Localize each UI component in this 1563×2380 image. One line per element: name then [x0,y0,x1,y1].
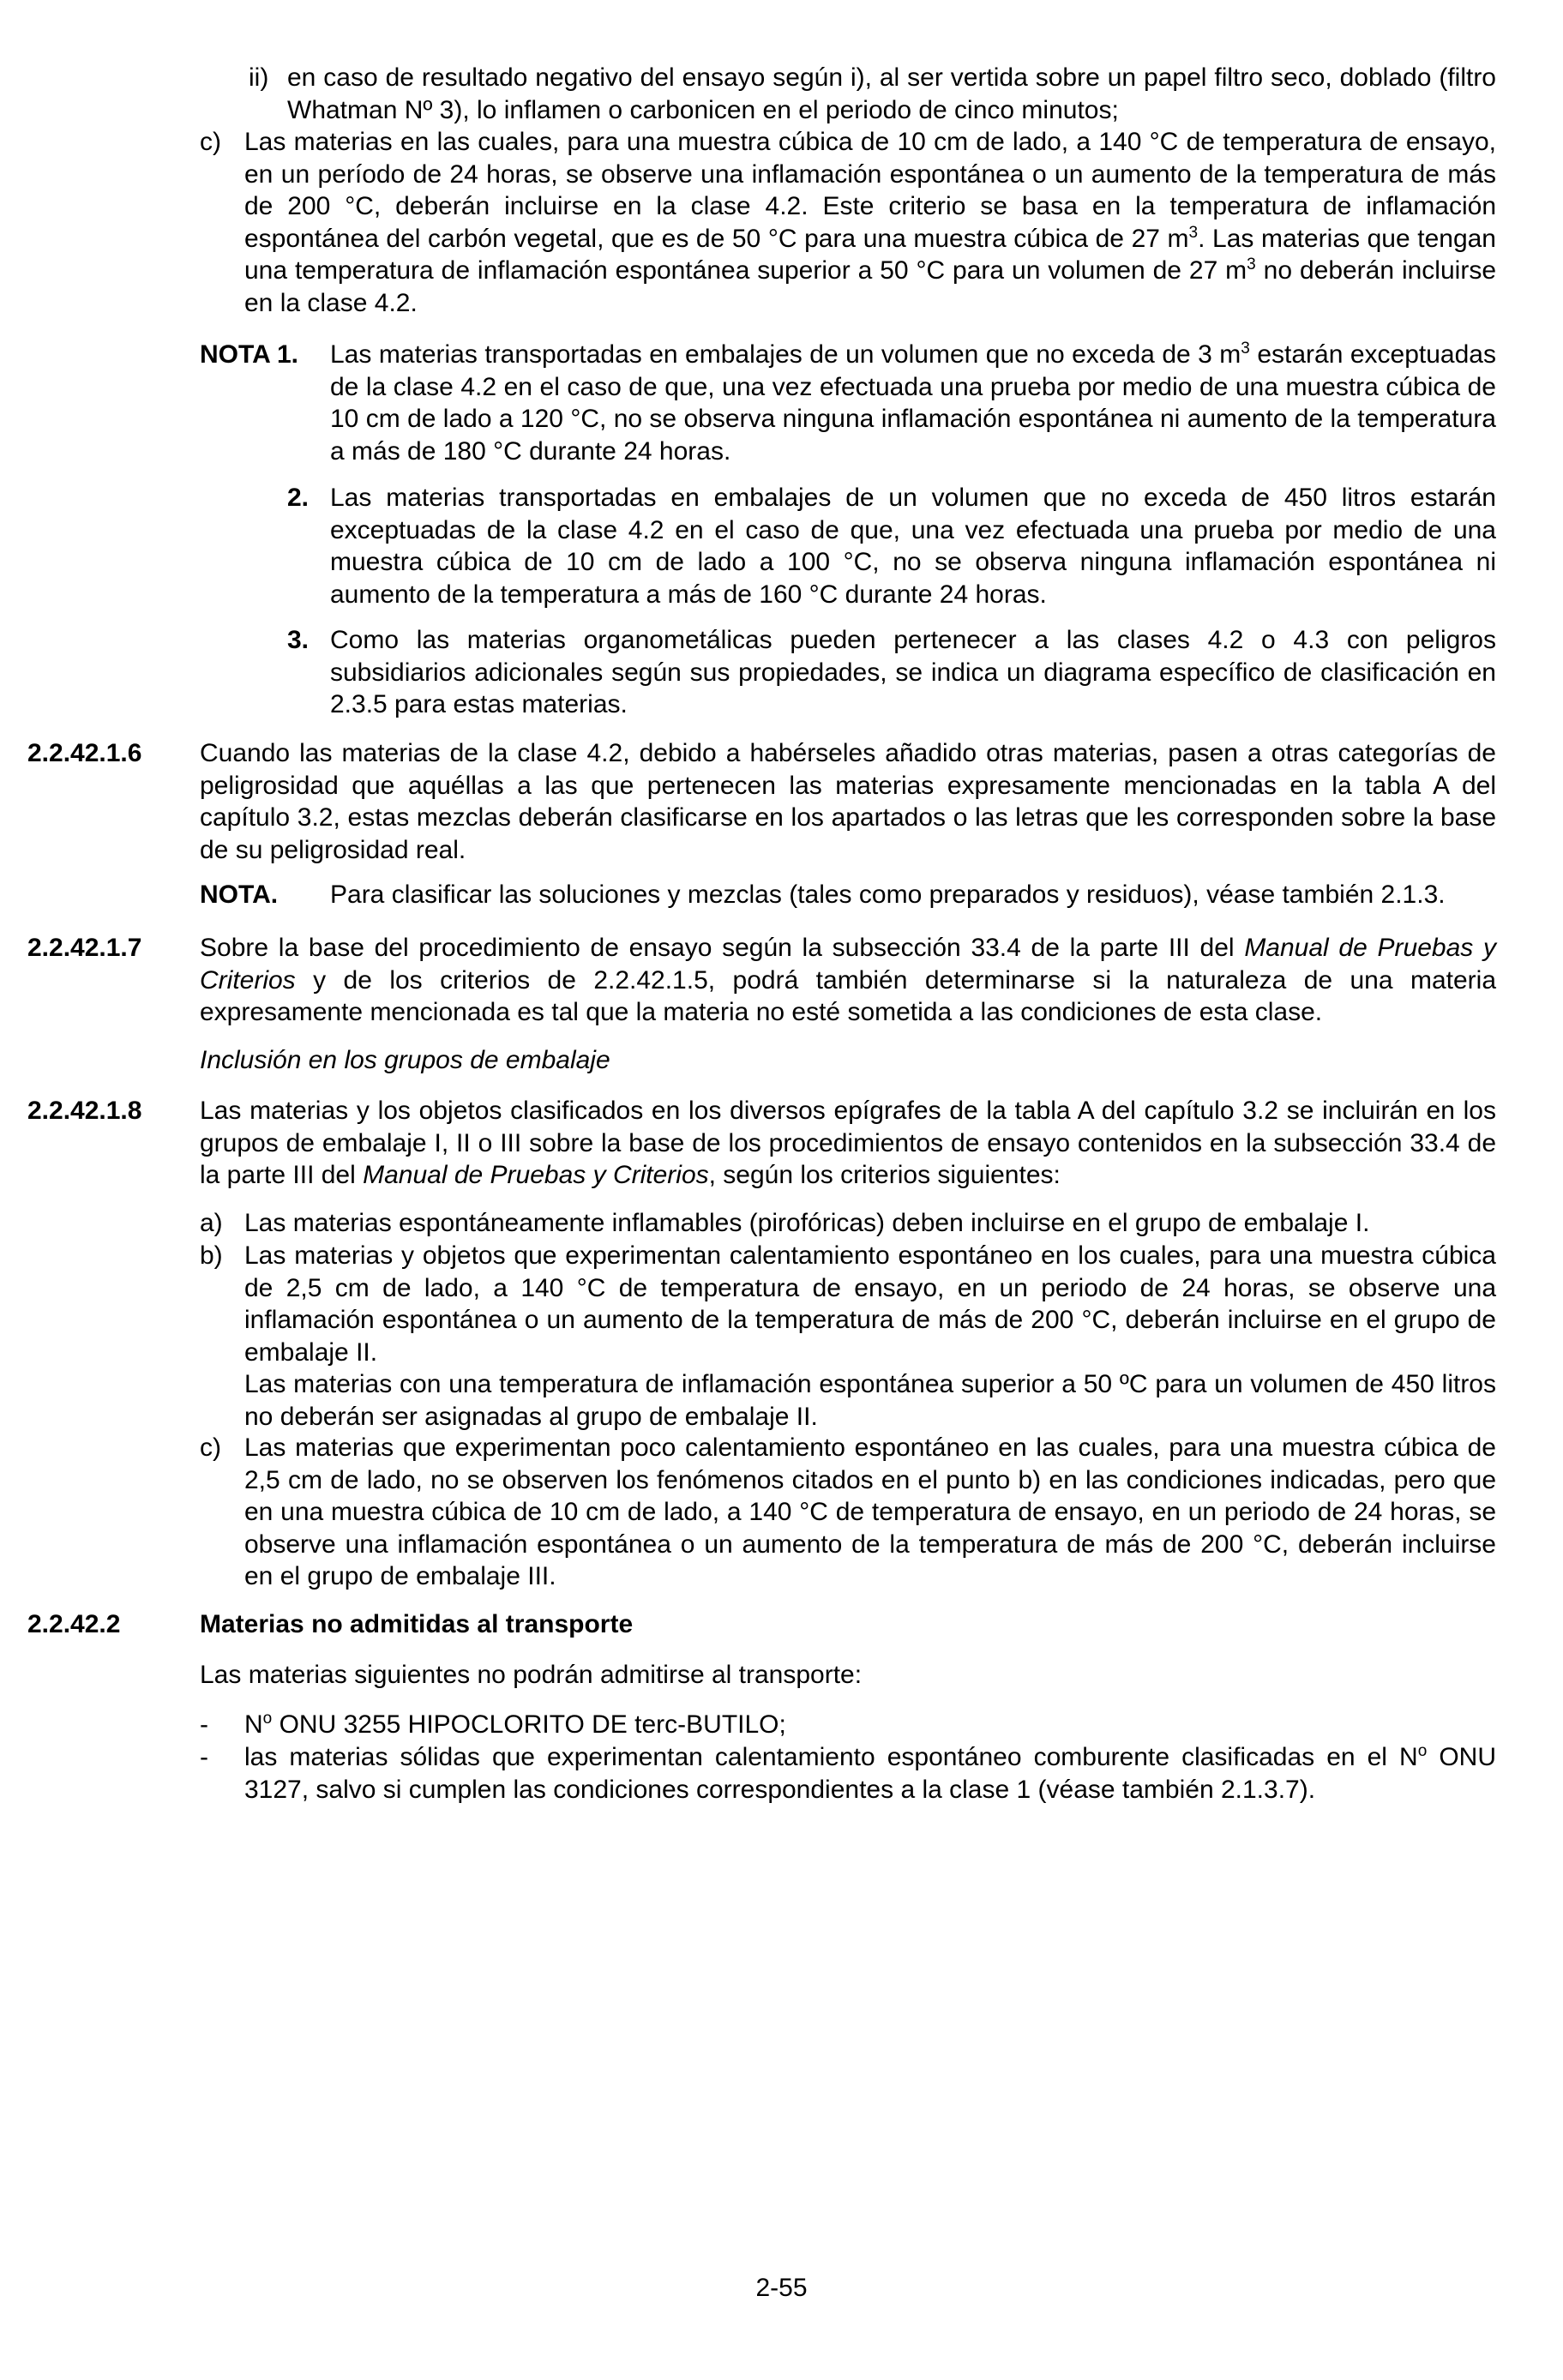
note-3-text: Como las materias organometálicas pueden pertenecer a las clases 4.2 o 4.3 con peligros subsidiarios adicionales según sus propiedades, se indica un diagrama específico de clasificación en 2.3.5 para estas materias. [330,626,1496,718]
section-number: 2.2.42.1.7 [27,934,142,962]
note-1-text: Las materias transportadas en embalajes de un volumen que no exceda de 3 $m^3$ estarán exceptuadas de la clase 4.2 en el caso de que, una vez efectuada una prueba por medio de una muestra cúbica de 10 cm de lado a 120 °C, no se observa ninguna inflamación espontánea ni aumento de la temperatura a más de 180 °C durante 24 horas. [330,340,1496,466]
section-text: Las materias y los objetos clasificados en los diversos epígrafes de la tabla A del capítulo 3.2 se incluirán en los grupos de embalaje I, II o III sobre la base de los procedimientos de ensayo contenidos en la subsección 33.4 de la parte III del Manual de Pruebas y Criterios, según los criterios siguientes: [200,1097,1496,1189]
criterion-b-text: Las materias y objetos que experimentan calentamiento espontáneo en los cuales, para una muestra cúbica de 2,5 cm de lado, a 140 °C de temperatura de ensayo, en un periodo de 24 horas, se observe una inflamación espontánea o un aumento de la temperatura de más de 200 °C, deberán incluirse en el grupo de embalaje II. Las materias con una temperatura de inflamación espontánea superior a 50 ºC para un volumen de 450 litros no deberán ser asignadas al grupo de embalaje II. [244,1241,1496,1431]
note-label: NOTA. [200,880,279,909]
section-number: 2.2.42.2 [27,1610,121,1638]
criterion-c-packing-text: Las materias que experimentan poco calentamiento espontáneo en las cuales, para una muestra cúbica de 2,5 cm de lado, no se observen los fenómenos citados en el punto b) en las condiciones indicadas, pero que en una muestra cúbica de 10 cm de lado, a 140 °C de temperatura de ensayo, en un periodo de 24 horas, se observe una inflamación espontánea o un aumento de la temperatura de más de 200 °C, deberán incluirse en el grupo de embalaje III. [244,1433,1496,1590]
page-number: 2-55 [755,2274,808,2302]
criterion-c-label: c) [200,128,221,156]
note-2-label: 2. [287,484,310,512]
criterion-c-text: Las materias en las cuales, para una muestra cúbica de 10 cm de lado, a 140 °C de temperatura de ensayo, en un período de 24 horas, se observe una inflamación espontánea o un aumento de la temperatura de más de 200 °C, deberán incluirse en la clase 4.2. Este criterio se basa en la temperatura de inflamación espontánea del carbón vegetal, que es de 50 °C para una muestra cúbica de 27 $m^3$. Las materias que tengan una temperatura de inflamación espontánea superior a 50 °C para un volumen de 27 $m^3$ no deberán incluirse en la clase 4.2. [244,128,1496,317]
criterion-ii-text: en caso de resultado negativo del ensayo según i), al ser vertida sobre un papel filtro seco, doblado (filtro Whatman Nº 3), lo inflamen o carbonicen en el periodo de cinco minutos; [287,63,1496,124]
section-heading: Materias no admitidas al transporte [200,1610,634,1638]
section-number: 2.2.42.1.6 [27,739,142,767]
section-text: Sobre la base del procedimiento de ensayo según la subsección 33.4 de la parte III del Manual de Pruebas y Criterios y de los criterios de 2.2.42.1.5, podrá también determinarse si la naturaleza de una materia expresamente mencionada es tal que la materia no esté sometida a las condiciones de esta clase. [200,934,1496,1026]
note-3-label: 3. [287,626,310,654]
note-text: Para clasificar las soluciones y mezclas (tales como preparados y residuos), véase también 2.1.3. [330,880,1446,909]
note-1-label: NOTA 1. [200,340,299,369]
section-number: 2.2.42.1.8 [27,1097,142,1125]
criterion-ii-label: ii) [249,63,269,92]
criterion-a-text: Las materias espontáneamente inflamables (pirofóricas) deben incluirse en el grupo de embalaje I. [244,1209,1370,1237]
section-text: Cuando las materias de la clase 4.2, debido a habérseles añadido otras materias, pasen a otras categorías de peligrosidad que aquéllas a las que pertenecen las materias expresamente mencionadas en la tabla A del capítulo 3.2, estas mezclas deberán clasificarse en los apartados o las letras que les corresponden sobre la base de su peligrosidad real. [200,739,1496,864]
note-2-text: Las materias transportadas en embalajes de un volumen que no exceda de 450 litros estarán exceptuadas de la clase 4.2 en el caso de que, una vez efectuada una prueba por medio de una muestra cúbica de 10 cm de lado a 100 °C, no se observa ninguna inflamación espontánea ni aumento de la temperatura a más de 160 °C durante 24 horas. [330,484,1496,609]
document-page: ii) en caso de resultado negativo del ensayo según i), al ser vertida sobre un papel filtro seco, doblado (filtro Whatman Nº 3), lo inflamen o carbonicen en el periodo de cinco minutos; c) Las materias en las cuales, para una muestra cúbica de 10 cm de lado, a 140 °C de temperatura de ensayo, en un período de 24 horas, se observe una inflamación espontánea o un aumento de la temperatura de más de 200 °C, deberán incluirse en la clase 4.2. Este criterio se basa en la temperatura de inflamación espontánea del carbón vegetal, que es de 50 °C para una muestra cúbica de 27 $m^3$. Las materias que tengan una temperatura de inflamación espontánea superior a 50 °C para un volumen de 27 $m^3$ no deberán incluirse en la clase 4.2. NOTA 1. Las materias transportadas en embalajes de un volumen que no exceda de 3 $m^3$ estarán exceptuadas de la clase 4.2 en el caso de que, una vez efectuada una prueba por medio de una muestra cúbica de 10 cm de lado a 120 °C, no se observa ninguna inflamación espontánea ni aumento de la temperatura a más de 180 °C durante 24 horas. 2. Las materias transportadas en embalajes de un volumen que no exceda de 450 litros estarán exceptuadas de la clase 4.2 en el caso de que, una vez efectuada una prueba por medio de una muestra cúbica de 10 cm de lado a 100 °C, no se observa ninguna inflamación espontánea ni aumento de la temperatura a más de 160 °C durante 24 horas. 3. Como las materias organometálicas pueden pertenecer a las clases 4.2 o 4.3 con peligros subsidiarios adicionales según sus propiedades, se indica un diagrama específico de clasificación en 2.3.5 para estas materias. 2.2.42.1.6 Cuando las materias de la clase 4.2, debido a habérseles añadido otras materias, pasen a otras categorías de peligrosidad que aquéllas a las que pertenecen las materias expresamente mencionadas en la tabla A del capítulo 3.2, estas mezclas deberán clasificarse en los apartados o las letras que les corresponden sobre la base de su peligrosidad real. NOTA. Para clasificar las soluciones y mezclas (tales como preparados y residuos), véase también 2.1.3. 2.2.42.1.7 Sobre la base del procedimiento de ensayo según la subsección 33.4 de la parte III del Manual de Pruebas y Criterios y de los criterios de 2.2.42.1.5, podrá también determinarse si la naturaleza de una materia expresamente mencionada es tal que la materia no esté sometida a las condiciones de esta clase. Inclusión en los grupos de embalaje 2.2.42.1.8 Las materias y los objetos clasificados en los diversos epígrafes de la tabla A del capítulo 3.2 se incluirán en los grupos de embalaje I, II o III sobre la base de los procedimientos de ensayo contenidos en la subsección 33.4 de la parte III del Manual de Pruebas y Criterios, según los criterios siguientes: a) Las materias espontáneamente inflamables (pirofóricas) deben incluirse en el grupo de embalaje I. b) Las materias y objetos que experimentan calentamiento espontáneo en los cuales, para una muestra cúbica de 2,5 cm de lado, a 140 °C de temperatura de ensayo, en un periodo de 24 horas, se observe una inflamación espontánea o un aumento de la temperatura de más de 200 °C, deberán incluirse en el grupo de embalaje II. Las materias con una temperatura de inflamación espontánea superior a 50 ºC para un volumen de 450 litros no deberán ser asignadas al grupo de embalaje II. c) Las materias que experimentan poco calentamiento espontáneo en las cuales, para una muestra cúbica de 2,5 cm de lado, no se observen los fenómenos citados en el punto b) en las condiciones indicadas, pero que en una muestra cúbica de 10 cm de lado, a 140 °C de temperatura de ensayo, en un periodo de 24 horas, se observe una inflamación espontánea o un aumento de la temperatura de más de 200 °C, deberán incluirse en el grupo de embalaje III. 2.2.42.2 Materias no admitidas al transporte Las materias siguientes no podrán admitirse al transporte: - $N^o$ ONU 3255 HIPOCLORITO DE terc-BUTILO; - las materias sólidas que experimentan calentamiento espontáneo comburente clasificadas en el $N^o$ ONU 3127, salvo si cumplen las condiciones correspondientes a la clase 1 (véase también 2.1.3.7). 2-55 [0,0,1563,2380]
